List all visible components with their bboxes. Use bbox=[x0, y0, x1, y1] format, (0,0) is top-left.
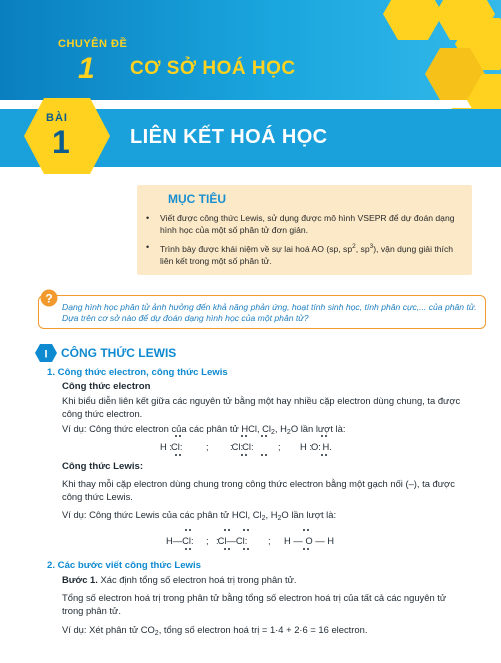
formula-separator: ; bbox=[206, 441, 209, 452]
svg-text:I: I bbox=[44, 348, 48, 361]
formula-separator: ; bbox=[206, 535, 209, 546]
chapter-banner bbox=[0, 0, 501, 100]
step-1-line: Bước 1. Xác định tổng số electron hoá trị trong phân tử. bbox=[62, 574, 297, 585]
svg-text:?: ? bbox=[45, 291, 53, 306]
step-1-paragraph: Tổng số electron hoá trị trong phân tử bằng tổng số electron hoá trị của tất cả các nguyên tử trong phân tử. bbox=[62, 592, 447, 616]
question-text: Dạng hình học phân tử ảnh hưởng đến khả năng phản ứng, hoạt tính sinh học, tính phân cực,... của phân tử. Dựa trên cơ sở nào để dự đoán dạng hình học của một phân tử? bbox=[62, 302, 477, 323]
chapter-title: CƠ SỞ HOÁ HỌC bbox=[130, 58, 296, 79]
formula-separator: ; bbox=[268, 535, 271, 546]
lewis-example-line: Ví dụ: Công thức Lewis của các phân tử HCl, $Cl_2$, $H_2O$ lần lượt là: bbox=[62, 509, 337, 522]
step-1-example: Ví dụ: Xét phân tử $CO_2$, tổng số electron hoá trị = 1·4 + 2·6 = 16 electron. bbox=[62, 624, 368, 637]
objective-item-1: Viết được công thức Lewis, sử dụng được mô hình VSEPR để dự đoán dạng hình học của một số phân tử đơn giản. bbox=[160, 213, 455, 235]
lewis-formula-paragraph: Khi thay mỗi cặp electron dùng chung trong công thức electron bằng một gạch nối (–), ta được công thức Lewis. bbox=[62, 478, 455, 502]
formula-separator: ; bbox=[278, 441, 281, 452]
electron-example-line: Ví dụ: Công thức electron của các phân tử HCl, $Cl_2$, $H_2O$ lần lượt là: bbox=[62, 423, 346, 436]
lewis-formula-cl2: :Cl—Cl: bbox=[216, 535, 247, 546]
lewis-formula-hcl: H—Cl: bbox=[166, 535, 193, 546]
bullet-icon: • bbox=[146, 213, 150, 223]
lewis-formula-h2o: H — O — H bbox=[284, 535, 335, 546]
bullet-icon: • bbox=[146, 242, 150, 252]
objective-item-2: Trình bày được khái niệm về sự lai hoá AO (sp, $sp^2$, $sp^3$), vận dụng giải thích liên kết trong một số phân tử. bbox=[160, 243, 454, 266]
electron-formula-heading: Công thức electron bbox=[62, 381, 151, 392]
chapter-label: CHUYÊN ĐỀ bbox=[58, 38, 128, 50]
lewis-formula-heading: Công thức Lewis: bbox=[62, 461, 144, 472]
objectives-title: MỤC TIÊU bbox=[168, 192, 226, 206]
question-icon bbox=[40, 289, 58, 307]
lesson-label: BÀI bbox=[46, 112, 68, 124]
lesson-number: 1 bbox=[52, 124, 70, 160]
subsection-2-heading: 2. Các bước viết công thức Lewis bbox=[47, 560, 202, 571]
section-title: CÔNG THỨC LEWIS bbox=[61, 346, 177, 360]
electron-formula-cl2: :Cl:Cl: bbox=[230, 441, 253, 452]
subsection-1-heading: 1. Công thức electron, công thức Lewis bbox=[47, 367, 228, 378]
chapter-number: 1 bbox=[78, 52, 95, 85]
electron-formula-paragraph: Khi biểu diễn liên kết giữa các nguyên tử bằng một hay nhiều cặp electron dùng chung, ta được công thức electron. bbox=[62, 395, 461, 419]
lesson-title: LIÊN KẾT HOÁ HỌC bbox=[130, 126, 328, 148]
electron-formula-h2o: H :O: H. bbox=[300, 441, 332, 452]
lone-pair-dots bbox=[150, 434, 350, 458]
section-hexagon-icon bbox=[35, 344, 57, 362]
lewis-lone-pair-dots bbox=[160, 528, 340, 552]
electron-formula-hcl: H :Cl: bbox=[160, 441, 182, 452]
